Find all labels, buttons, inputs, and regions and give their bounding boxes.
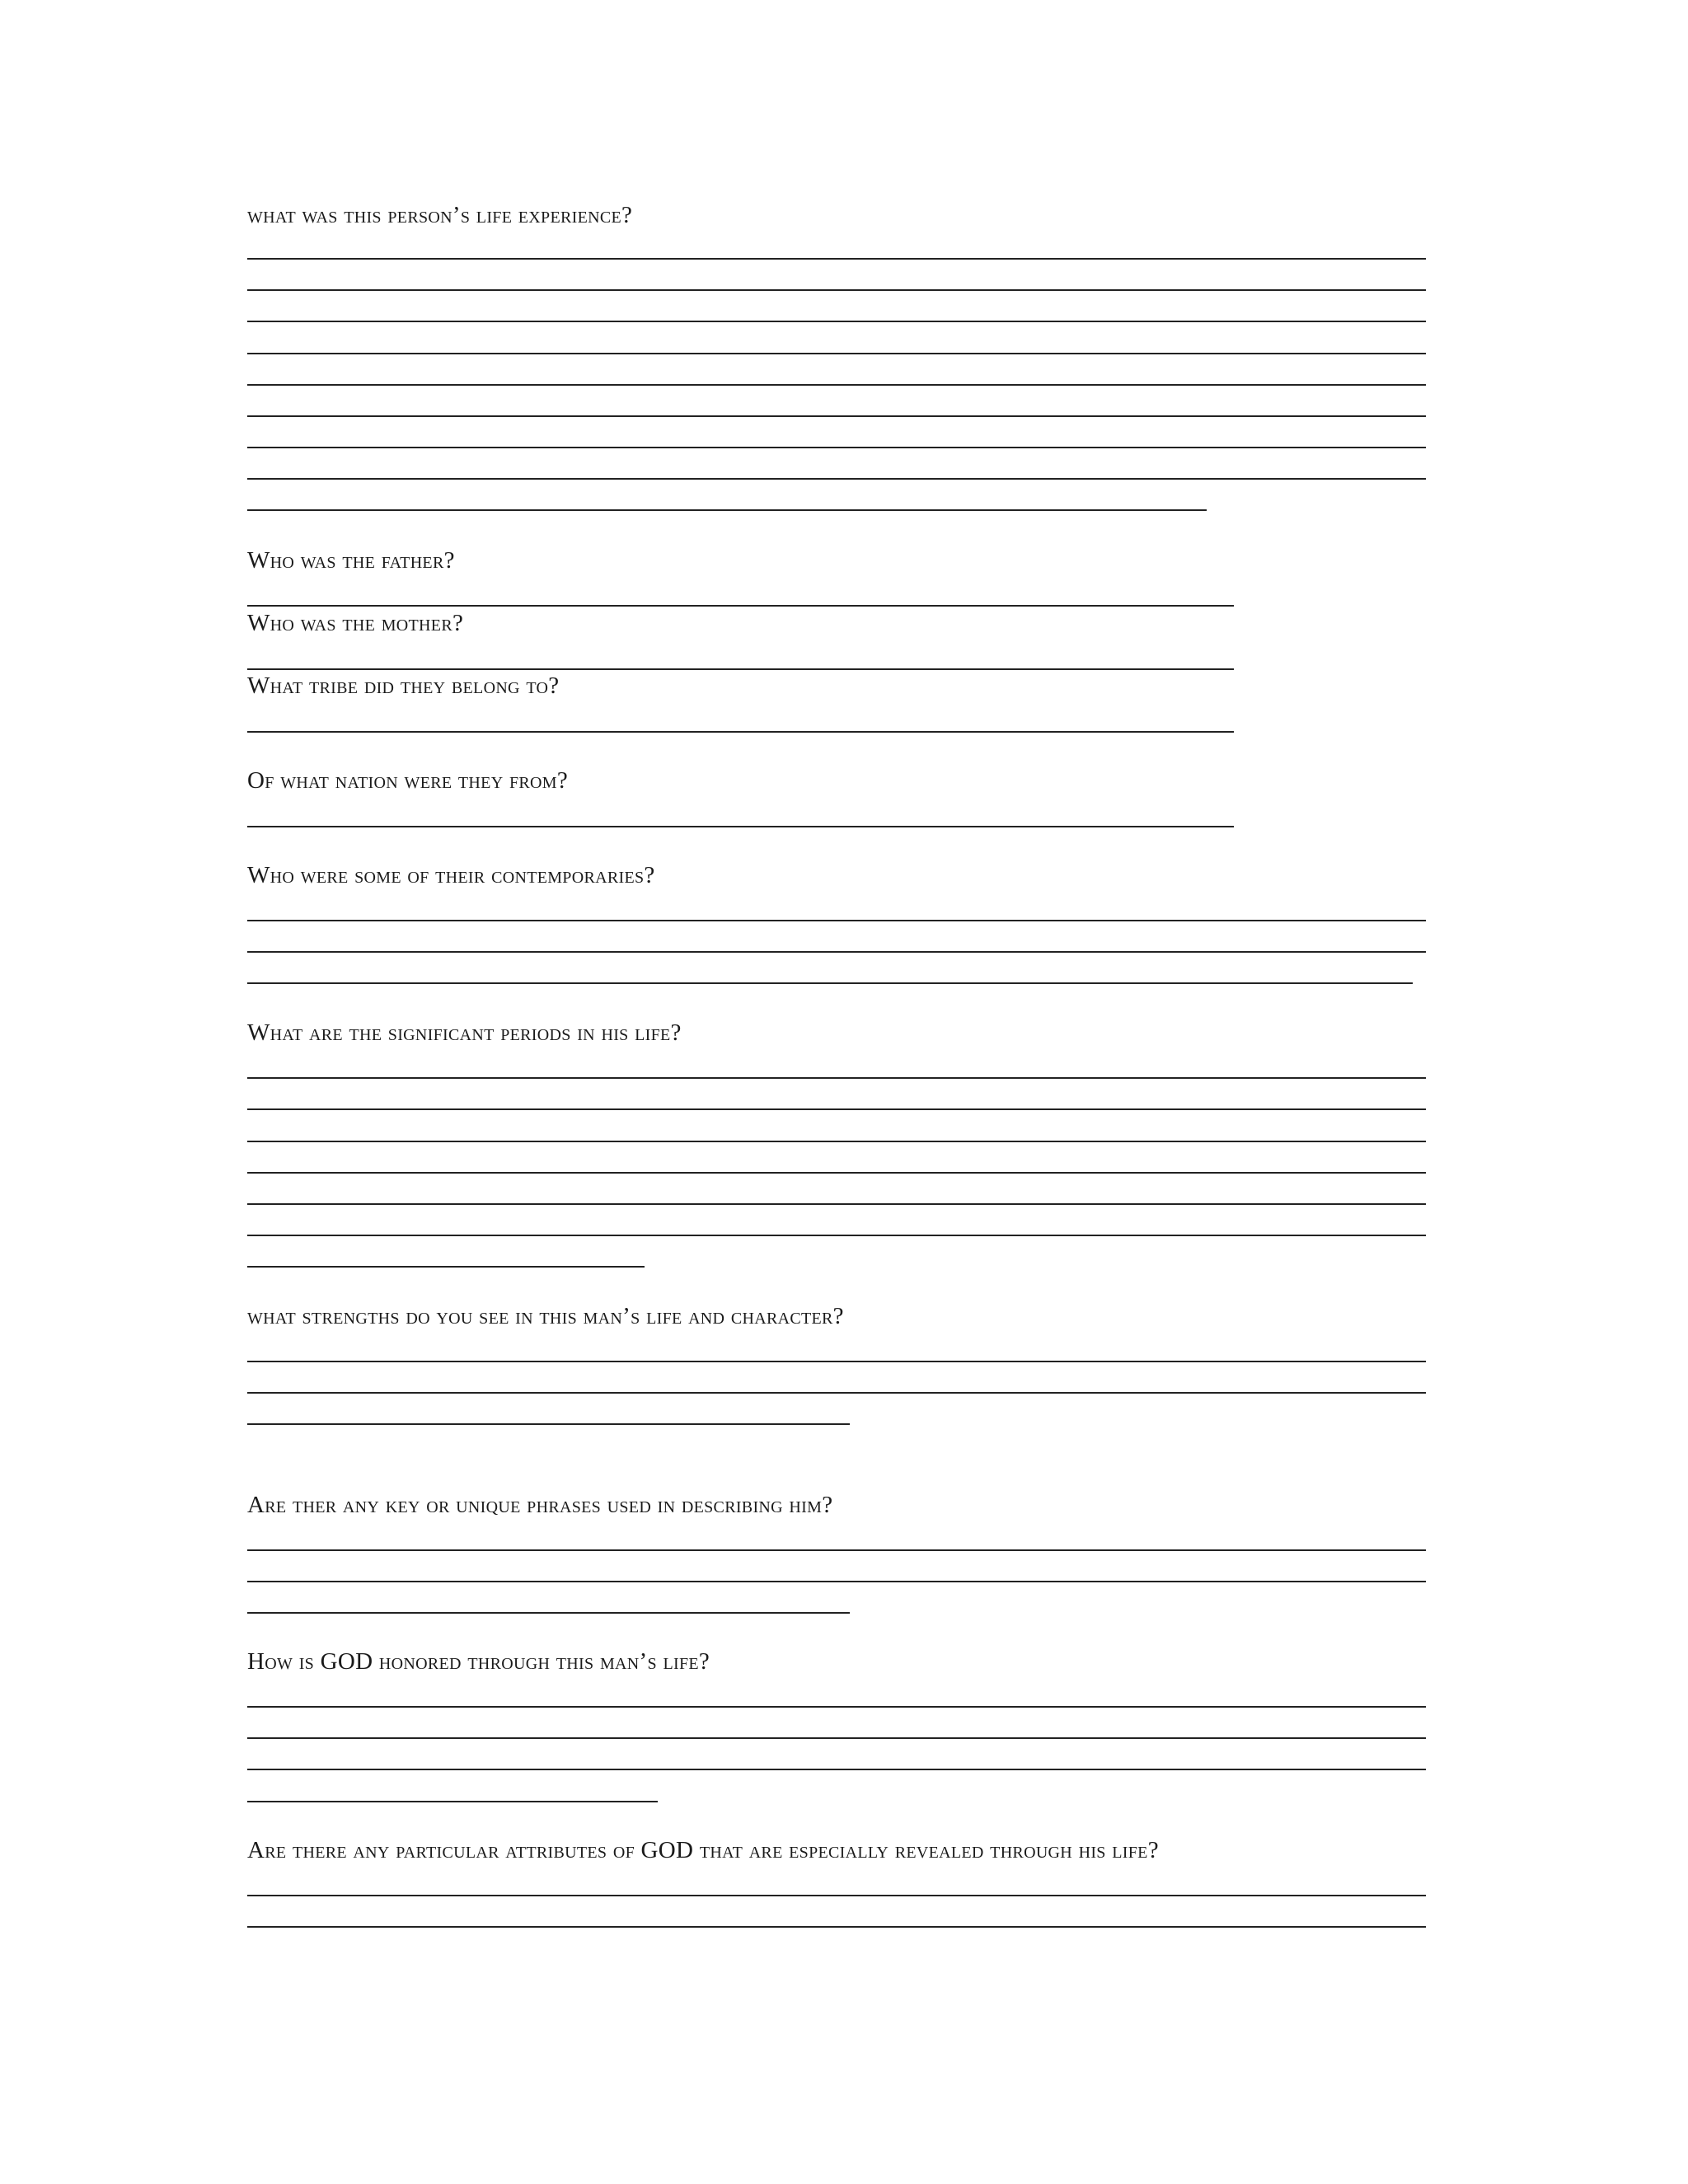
answer-line[interactable] xyxy=(247,920,1426,921)
answer-line[interactable] xyxy=(247,1266,645,1268)
question-key-phrases: Are ther any key or unique phrases used in describing him? xyxy=(247,1492,833,1518)
question-strengths: what strengths do you see in this man’s life and character? xyxy=(247,1303,844,1329)
answer-line[interactable] xyxy=(247,1203,1426,1205)
answer-line[interactable] xyxy=(247,1077,1426,1079)
question-contemporaries: Who were some of their contemporaries? xyxy=(247,862,655,888)
answer-line[interactable] xyxy=(247,668,1234,670)
answer-line[interactable] xyxy=(247,605,1234,607)
answer-line[interactable] xyxy=(247,289,1426,291)
answer-line[interactable] xyxy=(247,509,1207,511)
question-tribe: What tribe did they belong to? xyxy=(247,673,560,699)
answer-line[interactable] xyxy=(247,1392,1426,1394)
answer-line[interactable] xyxy=(247,1769,1426,1770)
answer-line[interactable] xyxy=(247,1926,1426,1928)
question-mother: Who was the mother? xyxy=(247,610,464,636)
question-father: Who was the father? xyxy=(247,547,455,574)
answer-line[interactable] xyxy=(247,1361,1426,1362)
answer-line[interactable] xyxy=(247,478,1426,480)
answer-line[interactable] xyxy=(247,1108,1426,1110)
question-attributes-of-god: Are there any particular attributes of GOD that are especially revealed through his life? xyxy=(247,1837,1159,1863)
answer-line[interactable] xyxy=(247,321,1426,322)
answer-line[interactable] xyxy=(247,982,1413,984)
answer-line[interactable] xyxy=(247,1423,850,1425)
answer-line[interactable] xyxy=(247,1706,1426,1708)
question-god-honored: How is GOD honored through this man’s life? xyxy=(247,1648,710,1675)
question-life-experience: what was this person’s life experience? xyxy=(247,202,633,228)
answer-line[interactable] xyxy=(247,415,1426,417)
answer-line[interactable] xyxy=(247,258,1426,260)
answer-line[interactable] xyxy=(247,1235,1426,1236)
answer-line[interactable] xyxy=(247,951,1426,953)
question-nation: Of what nation were they from? xyxy=(247,767,569,794)
answer-line[interactable] xyxy=(247,1172,1426,1174)
answer-line[interactable] xyxy=(247,447,1426,448)
answer-line[interactable] xyxy=(247,1801,658,1802)
answer-line[interactable] xyxy=(247,826,1234,827)
answer-line[interactable] xyxy=(247,1895,1426,1896)
answer-line[interactable] xyxy=(247,384,1426,386)
answer-line[interactable] xyxy=(247,731,1234,733)
answer-line[interactable] xyxy=(247,1549,1426,1551)
answer-line[interactable] xyxy=(247,353,1426,354)
answer-line[interactable] xyxy=(247,1737,1426,1739)
answer-line[interactable] xyxy=(247,1612,850,1614)
answer-line[interactable] xyxy=(247,1581,1426,1582)
question-significant-periods: What are the significant periods in his life? xyxy=(247,1019,682,1046)
answer-line[interactable] xyxy=(247,1141,1426,1142)
